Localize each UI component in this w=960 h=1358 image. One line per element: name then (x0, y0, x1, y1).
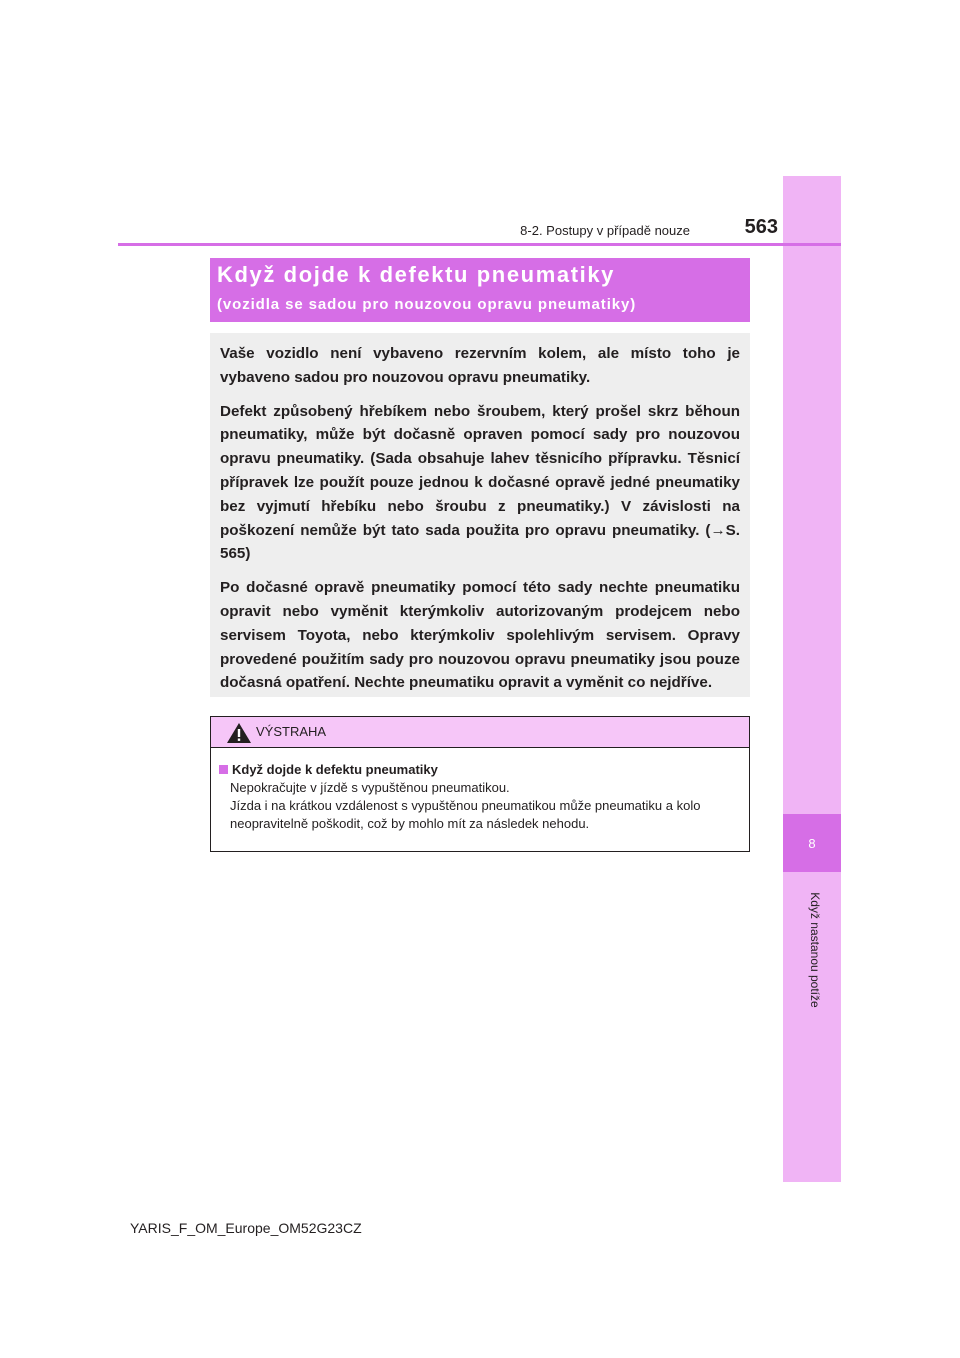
chapter-number-tab (783, 814, 841, 872)
warning-label: VÝSTRAHA (256, 724, 327, 739)
page-title: Když dojde k defektu pneumatiky (217, 262, 616, 287)
warning-header (211, 717, 749, 748)
intro-paragraph-1: Vaše vozidlo není vybaveno rezervním kolem, ale místo toho je vybaveno sadou pro nouzovou opravu pneumatiky. (220, 345, 740, 386)
intro-paragraph-2: Defekt způsobený hřebíkem nebo šroubem, který prošel skrz běhoun pneumatiky, může být dočasně opraven pomocí sady pro nouzovou opravu pneumatiky. (Sada obsahuje lahev těsnicího přípravku. Těsnicí přípravek lze použít pouze jednou k dočasné opravě jedné pneumatiky bez vyjmutí hřebíku nebo šroubu z pneumatiky.) V závislosti na poškození nemůže být tato sada použita pro opravu pneumatiky. (→S. 565) (220, 402, 740, 563)
title-banner (210, 258, 750, 322)
warning-line-1: Nepokračujte v jízdě s vypuštěnou pneumatikou. (230, 780, 510, 795)
header-divider (118, 243, 841, 246)
warning-item-title: Když dojde k defektu pneumatiky (232, 762, 438, 777)
page-subtitle: (vozidla se sadou pro nouzovou opravu pneumatiky) (217, 296, 637, 313)
chapter-side-tab (783, 176, 841, 1182)
warning-body (219, 761, 744, 833)
intro-content (220, 342, 740, 705)
chapter-number: 8 (808, 835, 816, 851)
section-heading: 8-2. Postupy v případě nouze (520, 223, 690, 238)
intro-paragraph-3: Po dočasné opravě pneumatiky pomocí této sady nechte pneumatiku opravit nebo vyměnit kterýmkoliv autorizovaným prodejcem nebo servisem Toyota, nebo kterýmkoliv spolehlivým servisem. Opravy provedené použitím sady pro nouzovou opravu pneumatiky jsou pouze dočasná opatření. Nechte pneumatiku opravit a vyměnit co nejdříve. (220, 579, 740, 692)
square-bullet-icon (219, 765, 228, 774)
chapter-title: Když nastanou potíže (808, 892, 822, 1008)
warning-line-2: Jízda i na krátkou vzdálenost s vypuštěnou pneumatikou může pneumatiku a kolo neopravitelně poškodit, což by mohlo mít za následek nehodu. (230, 798, 701, 831)
warning-box (210, 716, 750, 852)
warning-item-heading (219, 761, 744, 779)
intro-box (210, 333, 750, 697)
warning-triangle-icon (226, 722, 252, 744)
document-id: YARIS_F_OM_Europe_OM52G23CZ (130, 1220, 362, 1236)
page-number: 563 (744, 216, 778, 238)
